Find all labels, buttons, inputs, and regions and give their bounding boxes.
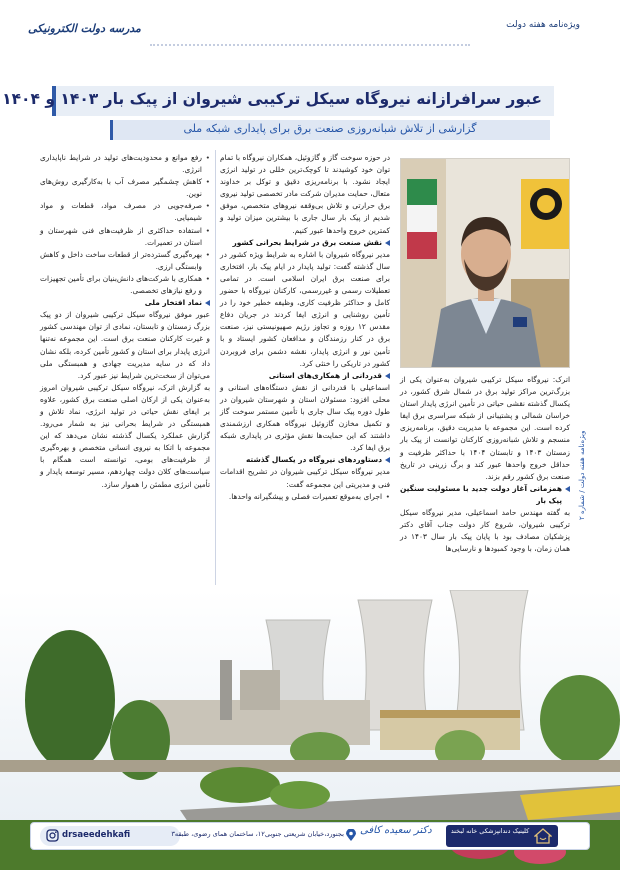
publication-logo: مدرسه دولت الکترونیکی: [28, 22, 141, 35]
column-left: [40, 152, 210, 491]
list-item: • همکاری با شرکت‌های دانش‌بنیان برای تأمین تجهیزات و رفع نیازهای تخصصی.: [40, 273, 210, 297]
header-divider: [150, 44, 470, 46]
special-issue-title: ویژه‌نامه هفته دولت: [506, 20, 580, 30]
list-item: • صرفه‌جویی در مصرف مواد، قطعات و مواد شیمیایی.: [40, 200, 210, 224]
section-heading: دستاوردهای نیروگاه در یکسال گذشته: [220, 454, 390, 466]
section-heading: قدردانی از همکاری‌های استانی: [220, 370, 390, 382]
paragraph: مدیر نیروگاه سیکل ترکیبی شیروان در تشریح اقدامات فنی و مدیریتی این مجموعه گفت:: [220, 467, 390, 489]
list-item: • استفاده حداکثری از ظرفیت‌های فنی شهرستان و استان در تعمیرات.: [40, 225, 210, 249]
clinic-name: کلینیک دندانپزشکی خانه لبخند: [450, 827, 530, 835]
location-pin-icon: [346, 829, 356, 842]
instagram-icon: [46, 829, 59, 842]
page-label: ویژه‌نامه هفته دولت / شماره ۲: [578, 430, 586, 520]
paragraph: مدیر نیروگاه شیروان با اشاره به شرایط ویژه کشور در سال گذشته گفت: تولید پایدار در ایام پیک بار، افتخاری برای صنعت برق ایران اسلامی است. در تمامی تعطیلات رسمی و غیررسمی، کارکنان نیروگاه با حضور کامل و حداکثر ظرفیت کاری، وظیفه خطیر خود را در تأمین روشنایی و انرژی ایفا کردند در جریان دفاع مقدس ۱۲ روزه و تجاوز رژیم صهیونیستی نیز، صنعت برق در کنار رزمندگان و مدافعان کشور ایستاد و با تأمین نور و انرژی پایدار، نقشه دشمن برای فروبردن کشور در تاریکی را خنثی کرد.: [220, 249, 390, 368]
clinic-logo-icon: [534, 828, 552, 844]
list-item: • کاهش چشمگیر مصرف آب با به‌کارگیری روش‌های نوین.: [40, 176, 210, 200]
column-divider: [215, 150, 216, 585]
paragraph: به گزارش اترک، نیروگاه سیکل ترکیبی شیروان امروز به‌عنوان یکی از ارکان اصلی صنعت برق کشور، علاوه بر ایفای نقش حیاتی در تولید انرژی، نماد تلاش و همبستگی در شرایط بحرانی نیز به شمار می‌رود. گزارش عملکرد یکسال گذشته نشان می‌دهد که این مجموعه با اتکا به نیروی انسانی متخصص و بهره‌گیری از ظرفیت‌های بومی، توانسته است همگام با سیاست‌های کلان دولت چهاردهم، مسیر توسعه پایدار و تأمین انرژی مطمئن را هموار سازد.: [40, 382, 210, 489]
column-middle: [220, 152, 390, 503]
paragraph: در حوزه سوخت گاز و گازوئیل، همکاران نیروگاه با تمام توان خود کوشیدند تا کوچک‌ترین خللی در تولید انرژی ایجاد نشود. با برنامه‌ریزی دقیق و توکل بر خداوند متعال، حمایت مدیران شرکت مادر تخصصی تولید نیروی برق حرارتی و تلاش بی‌وقفه نیروهای متخصص، موفق شدیم از پیک بار سال جاری با بیشترین میزان تولید و کمترین خروج واحدها عبور کنیم.: [220, 153, 390, 235]
column-right: [400, 374, 570, 555]
portrait-photo: [400, 158, 570, 368]
list-item: • بهره‌گیری گسترده‌تر از قطعات ساخت داخل و کاهش وابستگی ارزی.: [40, 249, 210, 273]
address: بجنورد،خیابان شریعتی جنوبی۱۲، ساختمان همای رضوی، طبقه۳: [171, 830, 344, 838]
paragraph: به گفته مهندس حامد اسماعیلی، مدیر نیروگاه سیکل ترکیبی شیروان، شروع کار دولت جناب آقای دکتر پزشکیان مصادف بود با پایان پیک بار سال ۱۴۰۳ در همان زمان، با وجود کمبودها و نارسایی‌ها: [400, 508, 570, 554]
section-heading: همزمانی آغاز دولت جدید با مسئولیت سنگین پیک بار: [400, 483, 570, 507]
intro-paragraph: اترک: نیروگاه سیکل ترکیبی شیروان به‌عنوان یکی از بزرگ‌ترین مراکز تولید برق در شمال شرق کشور، در یکسال گذشته نقشی حیاتی در تأمین انرژی پایدار استان خراسان شمالی و پشتیبانی از شبکه سراسری برق ایفا کرده است. این مجموعه با مدیریت دقیق، برنامه‌ریزی منسجم و تلاش شبانه‌روزی کارکنان توانست از پیک بار زمستان ۱۴۰۳ و تابستان ۱۴۰۴ با حداکثر ظرفیت و حداقل خروج واحدها عبور کند و برگ زرینی در تاریخ صنعت برق کشور رقم بزند.: [400, 375, 570, 481]
footer: [0, 816, 620, 856]
section-heading: نماد افتخار ملی: [40, 297, 210, 309]
paragraph: عبور موفق نیروگاه سیکل ترکیبی شیروان از دو پیک بزرگ زمستان و تابستان، نمادی از توان مهندسی کشور و غیرت کارکنان صنعت برق است. این مجموعه نه‌تنها انرژی پایدار برای استان و کشور تأمین کرده، بلکه نشان داد که در سایه مدیریت جهادی و همبستگی ملی می‌توان از سخت‌ترین شرایط نیز عبور کرد.: [40, 310, 210, 380]
article-title: عبور سرافرازانه نیروگاه سیکل ترکیبی شیروان از پیک بار ۱۴۰۳ و ۱۴۰۴: [2, 90, 542, 108]
section-heading: نقش صنعت برق در شرایط بحرانی کشور: [220, 237, 390, 249]
article-subtitle: گزارشی از تلاش شبانه‌روزی صنعت برق برای پایداری شبکه ملی: [183, 122, 477, 135]
list-item: • رفع موانع و محدودیت‌های تولید در شرایط ناپایداری انرژی.: [40, 152, 210, 176]
list-item: • اجرای به‌موقع تعمیرات فصلی و پیشگیرانه واحدها.: [220, 491, 390, 503]
special-issue-logo: [506, 20, 580, 30]
instagram-handle[interactable]: drsaeedehkafi: [62, 830, 131, 840]
paragraph: اسماعیلی با قدردانی از نقش دستگاه‌های استانی و محلی افزود: مسئولان استان و شهرستان شیروان در طول دوره پیک سال جاری با تأمین مستمر سوخت گاز و تکمیل مخازن گازوئیل نیروگاه همکاری ارزشمندی داشتند که این حمایت‌ها نقش مؤثری در پایداری شبکه برق ایفا کرد.: [220, 382, 390, 453]
signature: دکتر سعیده کافی: [360, 825, 432, 836]
